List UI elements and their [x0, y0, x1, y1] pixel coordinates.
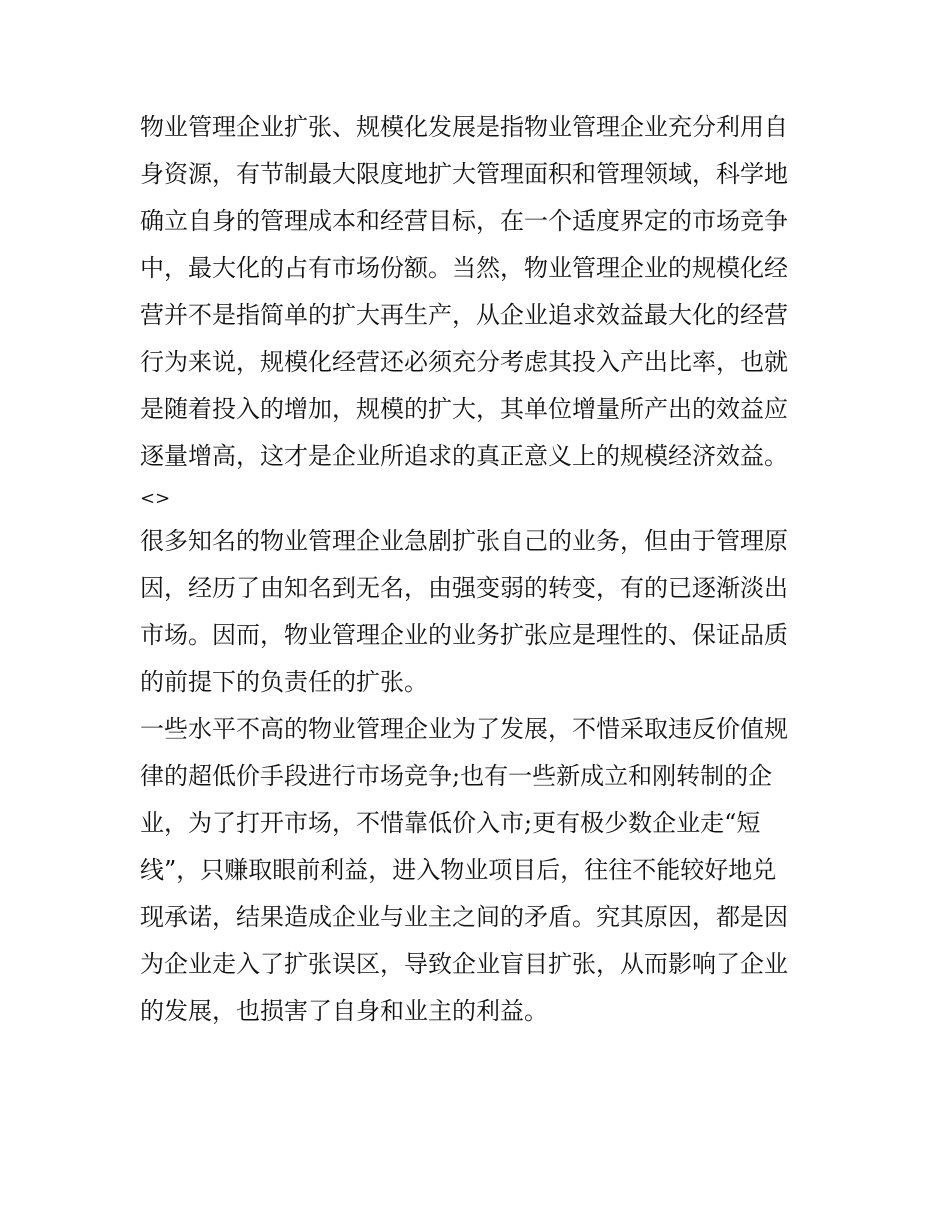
- paragraph-2: [140, 518, 812, 706]
- paragraph-line: 律的超低价手段进行市场竞争;也有一些新成立和刚转制的企: [140, 762, 773, 790]
- paragraph-line: 的前提下的负责任的扩张。: [140, 668, 428, 696]
- paragraph-line: 为企业走入了扩张误区，导致企业盲目扩张，从而影响了企业: [140, 950, 788, 978]
- paragraph-line: 线”，只赚取眼前利益，进入物业项目后，往往不能较好地兑: [140, 856, 777, 884]
- paragraph-line: 确立自身的管理成本和经营目标，在一个适度界定的市场竞争: [140, 207, 788, 235]
- paragraph-line: 逐量增高，这才是企业所追求的真正意义上的规模经济效益。: [140, 442, 788, 470]
- paragraph-line: 中，最大化的占有市场份额。当然，物业管理企业的规模化经: [140, 254, 788, 282]
- paragraph-line: 的发展，也损害了自身和业主的利益。: [140, 997, 548, 1025]
- paragraph-1: [140, 104, 812, 480]
- paragraph-line: 很多知名的物业管理企业急剧扩张自己的业务，但由于管理原: [140, 527, 788, 555]
- paragraph-line: 行为来说，规模化经营还必须充分考虑其投入产出比率，也就: [140, 348, 788, 376]
- paragraph-line: 现承诺，结果造成企业与业主之间的矛盾。究其原因，都是因: [140, 903, 788, 931]
- paragraph-line: 身资源，有节制最大限度地扩大管理面积和管理领域，科学地: [140, 160, 788, 188]
- paragraph-line: 是随着投入的增加，规模的扩大，其单位增量所产出的效益应: [140, 395, 788, 423]
- paragraph-line: 业，为了打开市场，不惜靠低价入市;更有极少数企业走“短: [140, 809, 761, 837]
- paragraph-line: 一些水平不高的物业管理企业为了发展，不惜采取违反价值规: [140, 715, 788, 743]
- paragraph-line: 物业管理企业扩张、规模化发展是指物业管理企业充分利用自: [140, 113, 788, 141]
- paragraph-line: 营并不是指简单的扩大再生产，从企业追求效益最大化的经营: [140, 301, 788, 329]
- paragraph-line: 因，经历了由知名到无名，由强变弱的转变，有的已逐渐淡出: [140, 574, 788, 602]
- paragraph-3: [140, 706, 812, 1035]
- document-body: [140, 104, 812, 1035]
- paragraph-line: 市场。因而，物业管理企业的业务扩张应是理性的、保证品质: [140, 621, 788, 649]
- separator-marker: <>: [140, 488, 171, 509]
